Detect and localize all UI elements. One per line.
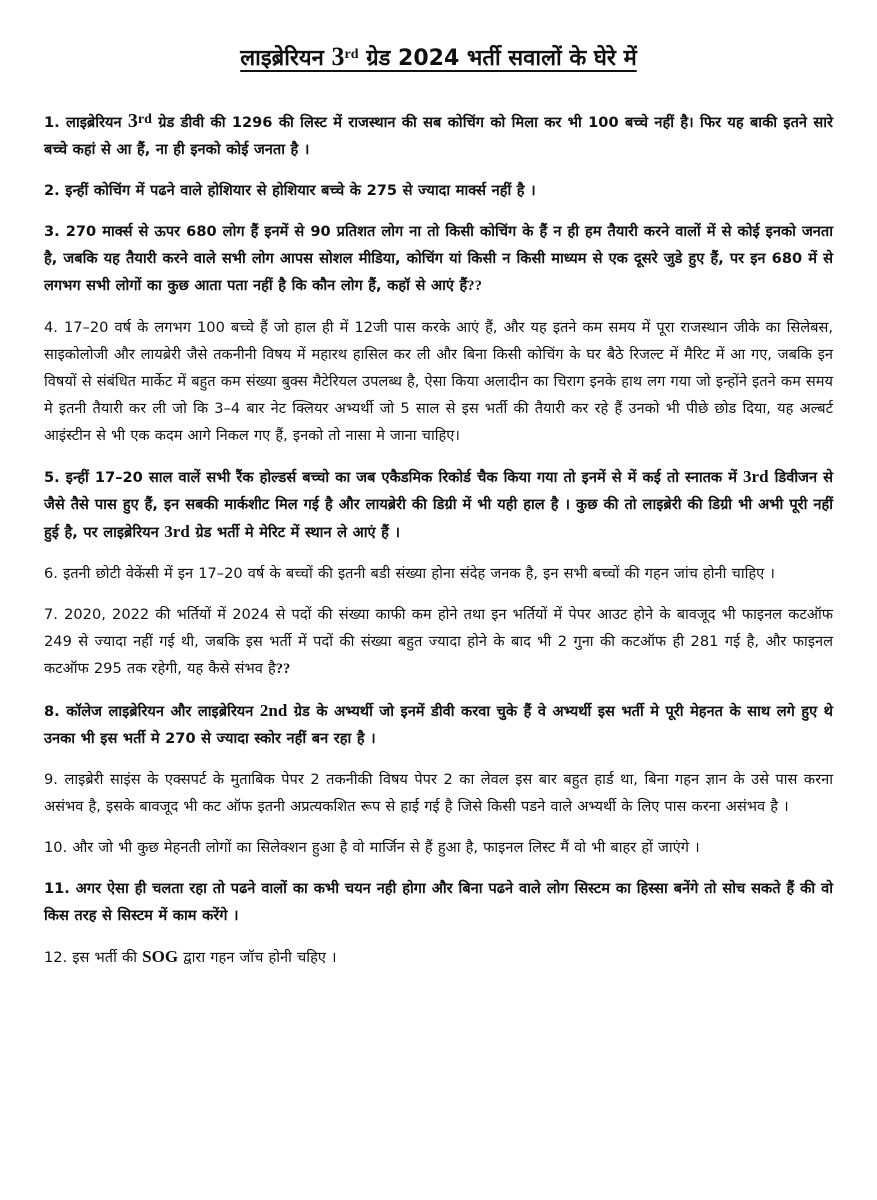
point-8: 8. कॉलेज लाइब्रेरियन और लाइब्रेरियन 2nd ग्रेड के अभ्यर्थी जो इनमें डीवी करवा चुके हैं वे अभ्यर्थी इस भर्ती मे पूरी मेहनत के साथ लगे हुए थे उनका भी इस भर्ती मे 270 से ज्यादा स्कोर नहीं बन रहा है ।	[44, 701, 833, 747]
point-10: 10. और जो भी कुछ मेहनती लोगों का सिलेक्शन हुआ है वो मार्जिन से हैं हुआ है, फाइनल लिस्ट मैं वो भी बाहर हों जाएंगे ।	[44, 839, 700, 856]
point-3: 3. 270 मार्क्स से ऊपर 680 लोग हैं इनमें से 90 प्रतिशत लोग ना तो किसी कोचिंग के हैं न ही हम तैयारी करने वालों में से कोई इनको जनता है, जबकि यह तैयारी करने वाले सभी लोग आपस सोशल मीडिया, कोचिंग यां किसी न किसी माध्यम से एक दूसरे जुडे हुए हैं, पर इन 680 में से लगभग सभी लोगों का कुछ आता पता नहीं है कि कौन लोग हैं, कहॉ से आएं हैं??	[44, 223, 833, 294]
point-9: 9. लाइब्रेरी साइंस के एक्सपर्ट के मुताबिक पेपर 2 तकनीकी विषय पेपर 2 का लेवल इस बार बहुत हार्ड था, बिना गहन ज्ञान के उसे पास करना असंभव है, इसके बावजूद भी कट ऑफ इतनी अप्रत्यकशित रूप से हाई गई है जिसे किसी पडने वाले अभ्यर्थी के लिए पास करना असंभव है ।	[44, 771, 833, 815]
point-5: 5. इन्हीं 17–20 साल वालें सभी रैंक होल्डर्स बच्चो का जब एकैडमिक रिकोर्ड चैक किया गया तो इनमें से में कई तो स्नातक में 3rd डिवीजन से जैसे तैसे पास हुए हैं, इन सबकी मार्कशीट मिल गई है और लायब्रेरी की डिग्री में भी यही हाल है । कुछ की तो लाइब्रेरी की डिग्री भी अभी पूरी नहीं हुई है, पर लाइब्रेरियन 3rd ग्रेड भर्ती मे मेरिट में स्थान ले आएं हैं ।	[44, 467, 833, 541]
point-6: 6. इतनी छोटी वेकेंसी में इन 17–20 वर्ष के बच्चों की इतनी बडी संख्या होना संदेह जनक है, इन सभी बच्चों की गहन जांच होनी चाहिए ।	[44, 565, 775, 582]
point-2: 2. इन्हीं कोचिंग में पढने वाले होशियार से होशियार बच्चे के 275 से ज्यादा मार्क्स नहीं है ।	[44, 182, 536, 199]
title-text: लाइब्रेरियन 3rd ग्रेड 2024 भर्ती सवालों के घेरे में	[240, 42, 637, 71]
point-12: 12. इस भर्ती की SOG द्वारा गहन जॉच होनी चहिए ।	[44, 947, 337, 966]
point-4: 4. 17–20 वर्ष के लगभग 100 बच्चे हैं जो हाल ही में 12जी पास करके आएं हैं, और यह इतने कम समय में पूरा राजस्थान जीके का सिलेबस, साइकोलोजी और लायब्रेरी जैसे तकनीनी विषय में महारथ हासिल कर ली और बिना किसी कोचिंग के घर बैठे रिजल्ट में मैरिट में आ गए, जबकि इन विषयों से संबंधित मार्केट में बहुत कम संख्या बुक्स मैटेरियल उपलब्ध है, ऐसा किया अलादीन का चिराग इनके हाथ लग गया जो इन्होंने इतने कम समय मे इतनी तैयारी कर ली जो कि 3–4 बार नेट क्लियर अभ्यर्थी जो 5 साल से इस भर्ती की तैयारी कर रहे हैं उनको भी पीछे छोड दिया, यह अल्बर्ट आइंस्टीन से भी एक कदम आगे निकल गए हैं, इनको तो नासा मे जाना चाहिए।	[44, 319, 833, 444]
page-title	[44, 42, 833, 74]
point-1: 1. लाइब्रेरियन 3rd ग्रेड डीवी की 1296 की लिस्ट में राजस्थान की सब कोचिंग को मिला कर भी 100 बच्चे नहीं है। फिर यह बाकी इतने सारे बच्चे कहां से आ हैं, ना ही इनको कोई जनता है ।	[44, 110, 833, 158]
point-11: 11. अगर ऐसा ही चलता रहा तो पढने वालों का कभी चयन नही होगा और बिना पढने वाले लोग सिस्टम का हिस्सा बनेंगे तो सोच सकते हैं की वो किस तरह से सिस्टम में काम करेंगे ।	[44, 880, 833, 924]
point-7: 7. 2020, 2022 की भर्तियों में 2024 से पदों की संख्या काफी कम होने तथा इन भर्तियों में पेपर आउट होने के बावजूद भी फाइनल कटऑफ 249 से ज्यादा नहीं गई थी, जबकि इस भर्ती में पदों की संख्या बहुत ज्यादा होने के बाद भी 2 गुना की कटऑफ ही 281 गई है, और फाइनल कटऑफ 295 तक रहेगी, यह कैसे संभव है??	[44, 606, 834, 677]
